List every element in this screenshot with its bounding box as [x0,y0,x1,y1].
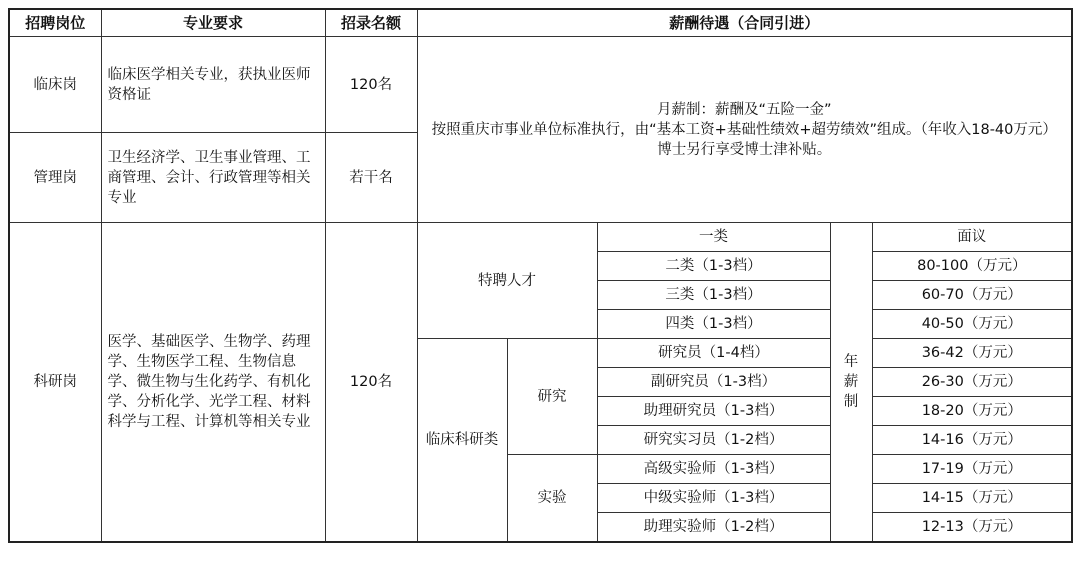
experiment-salary-2: 14-15（万元） [872,484,1072,513]
special-grade-3: 三类（1-3档） [597,281,830,310]
clinical-requirement: 临床医学相关专业，获执业医师资格证 [101,37,325,133]
clinical-quota: 120名 [325,37,417,133]
research-grade-3: 助理研究员（1-3档） [597,397,830,426]
experiment-grade-2: 中级实验师（1-3档） [597,484,830,513]
experiment-group-label: 实验 [507,455,597,542]
header-row [9,9,1072,37]
clinical-research-label: 临床科研类 [417,339,507,542]
recruitment-table-wrapper [8,8,1073,543]
research-grade-2: 副研究员（1-3档） [597,368,830,397]
experiment-salary-1: 17-19（万元） [872,455,1072,484]
header-position: 招聘岗位 [9,9,101,37]
management-quota: 若干名 [325,133,417,223]
header-quota: 招录名额 [325,9,417,37]
research-group-label: 研究 [507,339,597,455]
clinical-position: 临床岗 [9,37,101,133]
row-clinical [9,37,1072,133]
research-grade-1: 研究员（1-4档） [597,339,830,368]
experiment-grade-1: 高级实验师（1-3档） [597,455,830,484]
compensation-description [417,37,1072,223]
special-grade-2: 二类（1-3档） [597,252,830,281]
header-compensation: 薪酬待遇（合同引进） [417,9,1072,37]
compensation-line-2: 按照重庆市事业单位标准执行，由“基本工资+基础性绩效+超劳绩效”组成。（年收入18-40万元） [431,121,1057,138]
special-talent-label: 特聘人才 [417,223,597,339]
research-salary-3: 18-20（万元） [872,397,1072,426]
research-position: 科研岗 [9,223,101,542]
special-grade-4: 四类（1-3档） [597,310,830,339]
special-salary-3: 60-70（万元） [872,281,1072,310]
annual-salary-text: 年薪制 [843,353,859,410]
compensation-line-1: 月薪制：薪酬及“五险一金” [657,101,832,118]
annual-salary-label [830,223,872,542]
research-salary-4: 14-16（万元） [872,426,1072,455]
header-requirement: 专业要求 [101,9,325,37]
experiment-salary-3: 12-13（万元） [872,513,1072,542]
research-row-1 [9,223,1072,252]
research-grade-4: 研究实习员（1-2档） [597,426,830,455]
research-quota: 120名 [325,223,417,542]
experiment-grade-3: 助理实验师（1-2档） [597,513,830,542]
recruitment-table [8,8,1073,543]
special-salary-2: 80-100（万元） [872,252,1072,281]
special-salary-1: 面议 [872,223,1072,252]
management-position: 管理岗 [9,133,101,223]
compensation-line-3: 博士另行享受博士津补贴。 [657,141,832,158]
special-salary-4: 40-50（万元） [872,310,1072,339]
management-requirement: 卫生经济学、卫生事业管理、工商管理、会计、行政管理等相关专业 [101,133,325,223]
research-salary-1: 36-42（万元） [872,339,1072,368]
special-grade-1: 一类 [597,223,830,252]
research-salary-2: 26-30（万元） [872,368,1072,397]
research-requirement: 医学、基础医学、生物学、药理学、生物医学工程、生物信息学、微生物与生化药学、有机化学、分析化学、光学工程、材料科学与工程、计算机等相关专业 [101,223,325,542]
